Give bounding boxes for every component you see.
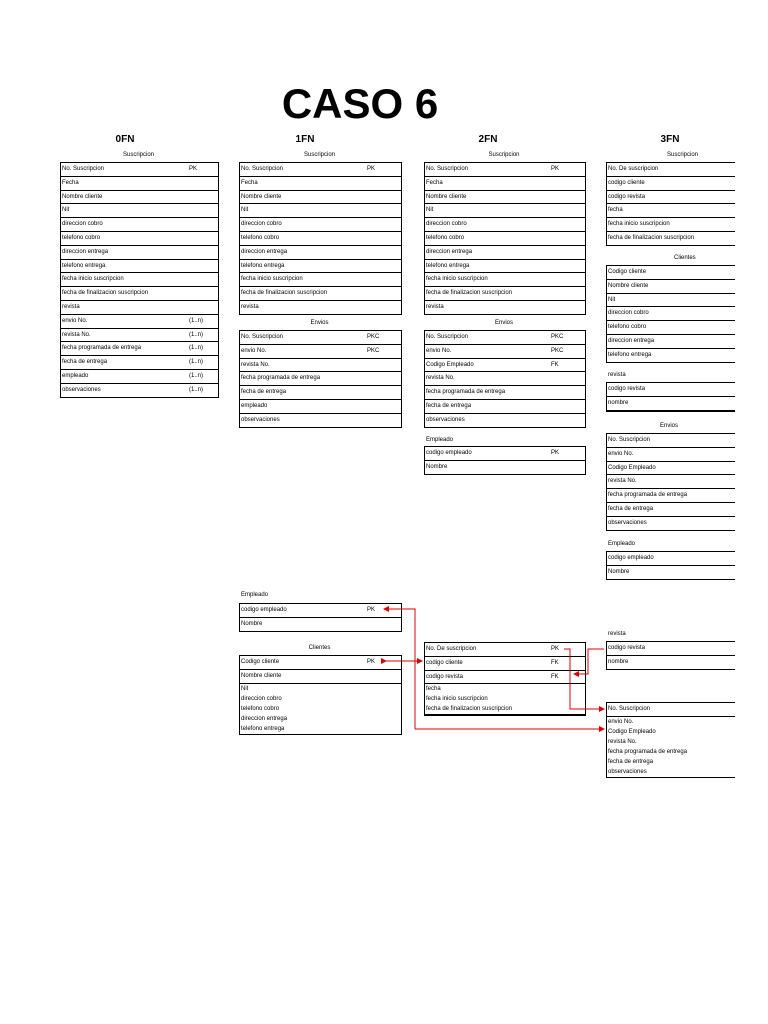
field-name: Nit [426,207,434,214]
field-name: Nit [608,296,616,303]
field-name: empleado [241,402,268,409]
field-name: fecha programada de entrega [62,345,142,352]
page-title: CASO 6 [281,80,439,127]
field-name: envio No. [426,347,452,354]
field-name: fecha de entrega [426,402,472,409]
field-key: FK [551,673,559,680]
field-key: PK [551,450,560,456]
table-label-2fn-envios: Envios [494,320,513,326]
field-name: fecha inicio suscripcion [426,696,488,703]
field-name: observaciones [608,768,647,775]
field-name: Nombre [608,568,630,575]
field-name: revista No. [62,331,91,338]
field-name: No. Suscripcion [241,166,284,172]
field-name: telefono cobro [608,324,647,331]
field-name: codigo empleado [608,555,654,561]
field-key: PKC [551,347,564,354]
field-name: No. Suscripcion [608,437,651,443]
field-key: (1..n) [189,372,204,379]
field-name: nombre [608,399,629,406]
table-label-3fn-revista-2: revista [608,631,626,637]
table-label-3fn-clientes-text: Clientes [674,255,696,261]
column-header-0fn: 0FN [115,134,135,145]
field-name: revista [241,303,259,310]
field-name: observaciones [241,416,280,423]
field-name: revista No. [426,375,455,382]
field-key: PK [367,607,376,613]
field-name: Fecha [426,179,443,186]
field-name: fecha de entrega [608,505,654,512]
field-name: Codigo Empleado [426,361,474,368]
field-name: telefono cobro [426,234,465,241]
field-name: telefono entrega [241,262,285,269]
field-name: Nit [62,207,70,214]
field-name: Nombre cliente [426,193,467,200]
field-name: Codigo cliente [241,659,280,665]
field-name: Nit [241,685,249,692]
field-name: No. Suscripcion [426,166,469,172]
field-name: revista No. [608,738,637,745]
field-name: observaciones [62,386,101,393]
field-name: observaciones [608,519,647,526]
field-name: Codigo cliente [608,269,647,275]
field-name: fecha de finalizacion suscripcion [426,290,513,297]
field-name: fecha [608,207,623,214]
field-name: fecha de finalizacion suscripcion [608,234,695,241]
field-name: direccion cobro [241,221,282,228]
field-key: (1..n) [189,331,204,338]
field-key: PK [189,166,198,172]
field-name: codigo empleado [241,607,287,613]
field-name: telefono cobro [241,705,280,712]
field-key: (1..n) [189,359,204,366]
field-name: Nombre cliente [62,193,103,200]
field-name: direccion cobro [62,221,103,228]
field-key: PK [551,646,560,652]
field-name: codigo cliente [608,179,645,186]
table-label-2fn-suscripcion: Suscripcion [488,152,520,158]
table-label-0fn-suscripcion: Suscripcion [122,152,154,158]
field-name: fecha inicio suscripcion [62,276,124,283]
field-name: telefono entrega [241,725,285,732]
field-name: codigo revista [608,645,646,651]
field-name: direccion entrega [62,248,109,255]
field-name: telefono cobro [241,234,280,241]
field-name: Codigo Empleado [608,464,656,471]
field-name: revista No. [241,361,270,368]
field-name: fecha programada de entrega [608,492,688,499]
field-key: PK [367,166,376,172]
field-name: No. Suscripcion [62,166,105,172]
column-header-1fn: 1FN [295,134,315,145]
field-name: Nombre cliente [241,672,282,679]
field-name: fecha programada de entrega [426,389,506,396]
column-header-3fn: 3FN [660,134,680,145]
field-name: envio No. [608,718,634,725]
field-key: PKC [367,347,380,354]
field-name: fecha inicio suscripcion [241,276,303,283]
table-label-3fn-revista: revista [608,372,626,378]
field-name: revista No. [608,478,637,485]
field-name: Nombre [241,620,263,627]
field-key: (1..n) [189,317,204,324]
field-name: envio No. [608,450,634,457]
field-name: direccion entrega [241,248,288,255]
field-name: codigo empleado [426,450,472,456]
field-name: Nombre cliente [608,282,649,289]
field-name: Nit [241,207,249,214]
field-name: codigo cliente [426,659,463,666]
field-name: fecha de entrega [608,758,654,765]
field-name: No. Suscripcion [426,334,469,340]
field-name: codigo revista [608,386,646,392]
field-name: fecha programada de entrega [241,375,321,382]
field-name: No. De suscripcion [426,646,477,652]
field-name: observaciones [426,416,465,423]
field-key: (1..n) [189,386,204,393]
field-name: direccion entrega [426,248,473,255]
table-label-2fn-empleado: Empleado [426,437,454,443]
field-name: fecha inicio suscripcion [608,221,670,228]
field-name: envio No. [241,347,267,354]
field-name: direccion cobro [241,695,282,702]
field-key: PKC [551,334,564,340]
field-name: Nombre [426,463,448,470]
field-name: Codigo Empleado [608,728,656,735]
field-name: telefono entrega [426,262,470,269]
field-name: nombre [608,658,629,665]
table-label-3fn-envios-text: Envios [660,423,679,429]
field-key: PK [551,166,560,172]
field-key: FK [551,361,559,368]
arrow-empleado-to-envios [384,609,415,729]
field-name: empleado [62,372,89,379]
field-name: fecha inicio suscripcion [426,276,488,283]
field-name: fecha programada de entrega [608,748,688,755]
table-label-1fn-clientes: Clientes [308,645,331,651]
field-name: codigo revista [608,193,646,200]
field-key: PK [367,659,376,665]
table-label-3fn-empleado: Empleado [608,541,636,547]
arrow-suscripcion-to-envios [564,649,604,709]
field-name: fecha de entrega [241,389,287,396]
field-name: Fecha [62,179,79,186]
field-name: envio No. [62,317,88,324]
field-key: (1..n) [189,345,204,352]
table-label-1fn-suscripcion: Suscripcion [303,152,335,158]
field-name: No. Suscripcion [608,706,651,712]
field-name: revista [62,303,80,310]
field-key: FK [551,659,559,666]
field-name: telefono cobro [62,234,101,241]
field-name: fecha de finalizacion suscripcion [62,290,149,297]
field-name: codigo revista [426,673,464,680]
table-label-3fn-suscripcion-text: Suscripcion [667,152,699,158]
arrow-revista-to-suscripcion [574,649,604,674]
field-name: direccion cobro [426,221,467,228]
field-name: fecha de finalizacion suscripcion [426,706,513,713]
field-name: direccion entrega [608,337,655,344]
field-name: No. De suscripcion [608,166,659,172]
field-name: telefono entrega [608,351,652,358]
field-name: telefono entrega [62,262,106,269]
field-name: Fecha [241,179,258,186]
field-name: No. Suscripcion [241,334,284,340]
table-label-1fn-envios: Envios [310,320,329,326]
field-key: PKC [367,334,380,340]
field-name: fecha [426,686,441,693]
field-name: revista [426,303,444,310]
table-label-1fn-empleado: Empleado [241,592,269,598]
field-name: direccion entrega [241,715,288,722]
field-name: fecha de finalizacion suscripcion [241,290,328,297]
field-name: Nombre cliente [241,193,282,200]
field-name: fecha de entrega [62,359,108,366]
field-name: direccion cobro [608,310,649,317]
column-header-2fn: 2FN [478,134,498,145]
